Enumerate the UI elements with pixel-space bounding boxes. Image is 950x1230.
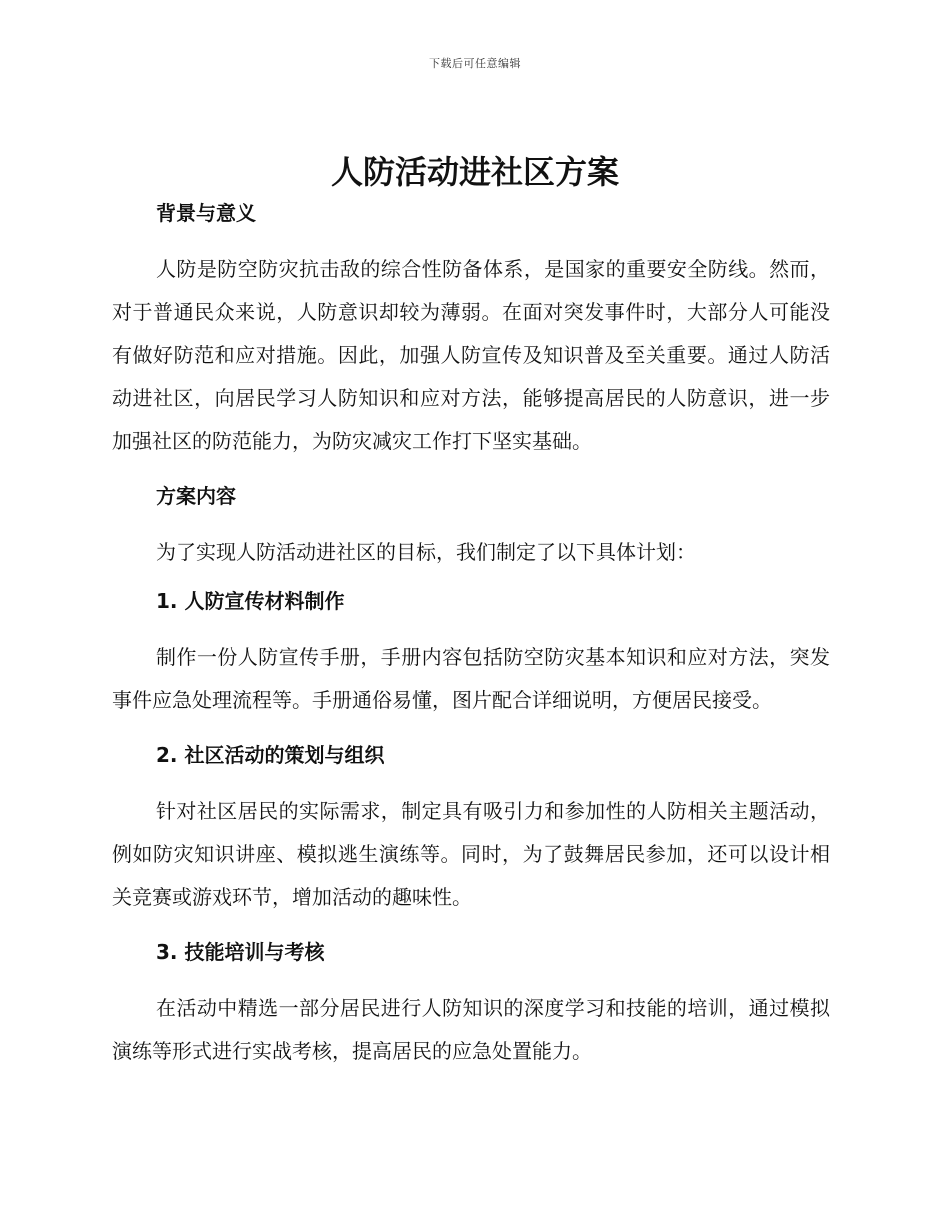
section-heading-plan: 方案内容: [156, 484, 236, 508]
section-paragraph-training: 在活动中精选一部分居民进行人防知识的深度学习和技能的培训，通过模拟演练等形式进行实战考核，提高居民的应急处置能力。: [112, 996, 830, 1063]
document-title: 人防活动进社区方案: [330, 153, 619, 191]
section-paragraph-materials: 制作一份人防宣传手册，手册内容包括防空防灾基本知识和应对方法，突发事件应急处理流程等。手册通俗易懂，图片配合详细说明，方便居民接受。: [112, 645, 830, 712]
section-paragraph-plan: 为了实现人防活动进社区的目标，我们制定了以下具体计划：: [156, 540, 696, 564]
document-body: [112, 198, 830, 1073]
section-heading-activities: 2. 社区活动的策划与组织: [156, 743, 385, 767]
section-heading-background: 背景与意义: [156, 201, 256, 225]
section-heading-materials: 1. 人防宣传材料制作: [156, 589, 345, 613]
section-heading-training: 3. 技能培训与考核: [156, 940, 325, 964]
header-note: 下载后可任意编辑: [429, 57, 521, 70]
section-paragraph-activities: 针对社区居民的实际需求，制定具有吸引力和参加性的人防相关主题活动，例如防灾知识讲座、模拟逃生演练等。同时，为了鼓舞居民参加，还可以设计相关竞赛或游戏环节，增加活动的趣味性。: [112, 799, 830, 909]
section-paragraph-background: 人防是防空防灾抗击敌的综合性防备体系，是国家的重要安全防线。然而，对于普通民众来说，人防意识却较为薄弱。在面对突发事件时，大部分人可能没有做好防范和应对措施。因此，加强人防宣传及知识普及至关重要。通过人防活动进社区，向居民学习人防知识和应对方法，能够提高居民的人防意识，进一步加强社区的防范能力，为防灾减灾工作打下坚实基础。: [112, 257, 830, 453]
